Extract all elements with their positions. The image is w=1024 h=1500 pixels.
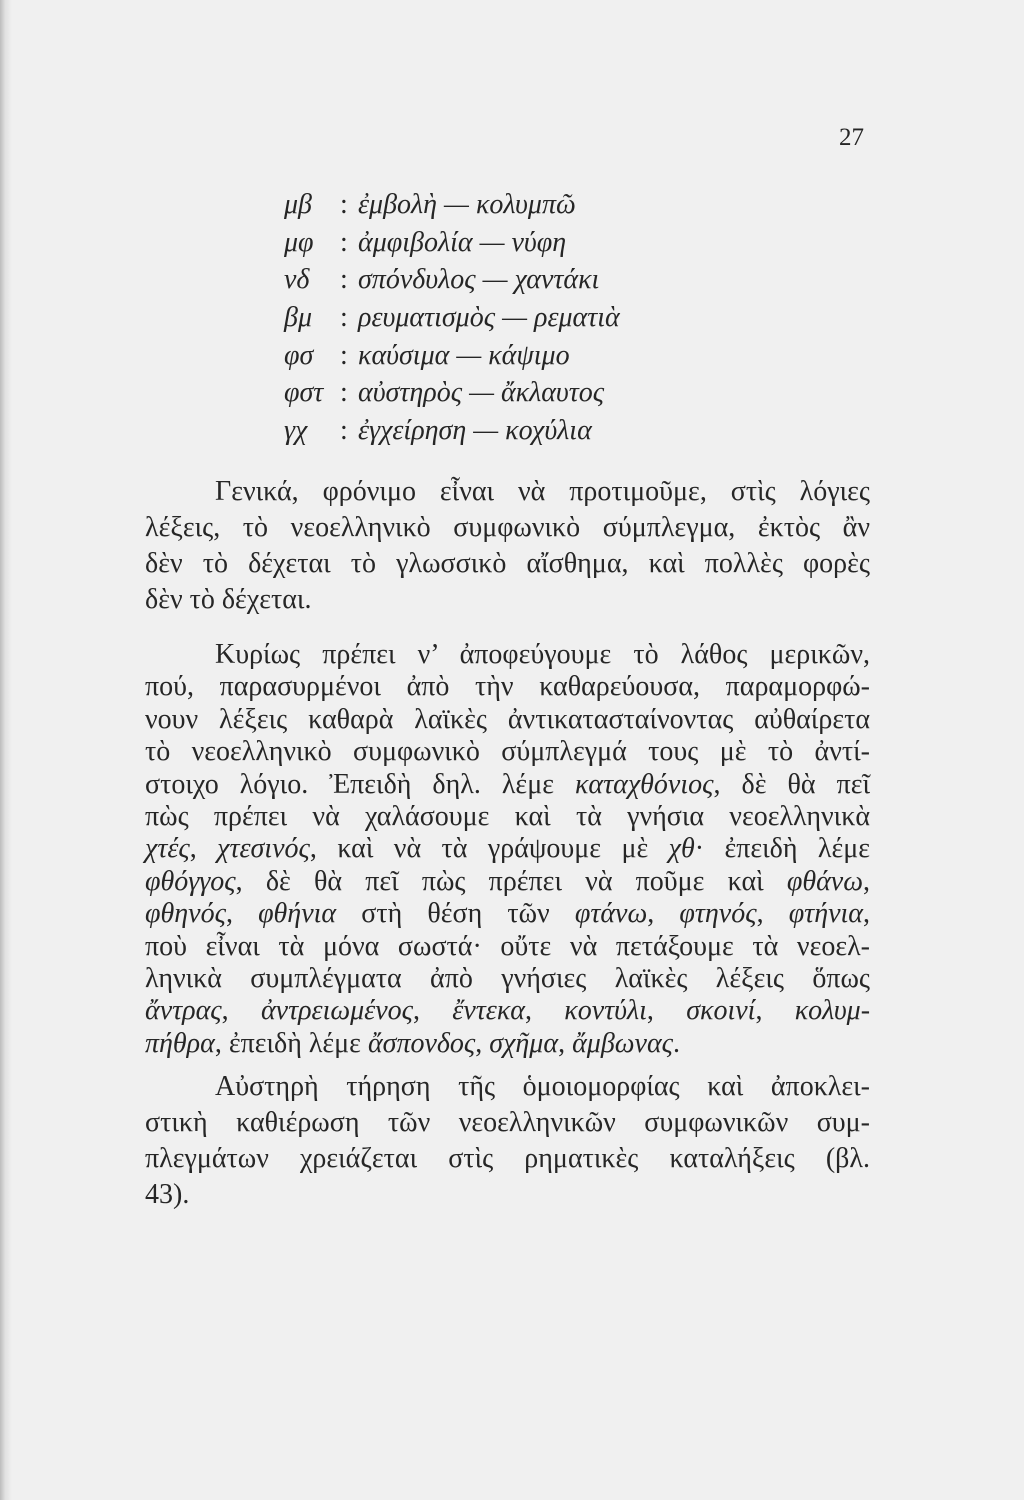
list-item-cluster: μφ bbox=[284, 226, 314, 258]
text-run: , bbox=[646, 995, 687, 1027]
list-item-cluster: φσ bbox=[284, 339, 314, 371]
list-item-separator: : bbox=[340, 264, 348, 296]
emphasized-word: καταχθόνιος bbox=[574, 768, 714, 800]
list-item-separator: : bbox=[340, 377, 348, 409]
list-item-cluster: νδ bbox=[284, 264, 310, 296]
text-line bbox=[145, 704, 870, 736]
text-line bbox=[145, 639, 870, 671]
text-run: , bbox=[413, 995, 453, 1027]
emphasized-word: φτήνια bbox=[788, 898, 863, 930]
list-item-examples: καύσιμα — κάψιμο bbox=[358, 339, 570, 371]
text-run: , bbox=[189, 833, 218, 865]
emphasized-word: χθ bbox=[668, 833, 695, 865]
list-item bbox=[284, 337, 620, 375]
emphasized-word: ἄσπονδος bbox=[367, 1027, 476, 1059]
text-line bbox=[145, 474, 870, 510]
text-line bbox=[145, 898, 870, 930]
list-item-examples: αὐστηρὸς — ἄκλαυτος bbox=[358, 377, 605, 409]
text-run: , bbox=[756, 898, 789, 930]
emphasized-word: σχῆμα bbox=[489, 1027, 559, 1059]
text-line bbox=[145, 769, 870, 801]
text-run: , bbox=[221, 995, 261, 1027]
text-run: Αὐστηρὴ τήρηση τῆς ὁμοιομορφίας καὶ ἀποκλει- bbox=[215, 1071, 870, 1102]
list-item bbox=[284, 412, 620, 450]
text-run: στοιχο λόγιο. Ἐπειδὴ δηλ. λέμε bbox=[145, 768, 575, 800]
text-run: στὴ θέση τῶν bbox=[336, 898, 575, 930]
list-item-separator: : bbox=[340, 189, 348, 220]
text-run: , bbox=[558, 1027, 573, 1059]
text-run: ποὺ εἶναι τὰ μόνα σωστά· οὔτε νὰ πετάξουμε τὰ νεοελ- bbox=[145, 930, 870, 962]
list-item bbox=[284, 374, 620, 412]
emphasized-word: φτάνω bbox=[574, 898, 648, 930]
text-line bbox=[145, 801, 870, 833]
page-number: 27 bbox=[839, 124, 864, 151]
text-run: νουν λέξεις καθαρὰ λαϊκὲς ἀντικατασταίνοντας αὐθαίρετα bbox=[145, 703, 870, 735]
list-item-cluster: φστ bbox=[284, 377, 324, 409]
text-run: , bbox=[225, 898, 259, 930]
text-run: , bbox=[755, 995, 795, 1027]
text-run: , bbox=[524, 995, 565, 1027]
text-run: λέξεις, τὸ νεοελληνικὸ συμφωνικὸ σύμπλεγμα, ἐκτὸς ἂν bbox=[145, 512, 870, 543]
emphasized-word: ἀντρειωμένος bbox=[260, 995, 413, 1027]
text-line bbox=[145, 582, 870, 618]
text-line bbox=[145, 1028, 870, 1060]
text-run: · ἐπειδὴ λέμε bbox=[694, 833, 871, 865]
text-line bbox=[145, 1141, 870, 1177]
emphasized-word: ἄμβωνας bbox=[572, 1027, 674, 1059]
text-run: 43). bbox=[145, 1179, 190, 1210]
emphasized-word: χτεσινός bbox=[217, 833, 310, 865]
paragraph-3 bbox=[145, 1069, 870, 1213]
emphasized-word: ἄντρας bbox=[145, 995, 222, 1027]
list-item-examples: ἐμβολὴ — κολυμπῶ bbox=[358, 189, 576, 220]
emphasized-word: φθήνια bbox=[258, 898, 337, 930]
text-run: , ἐπειδὴ λέμε bbox=[214, 1027, 368, 1059]
text-run: , bbox=[647, 898, 680, 930]
text-run: πὼς πρέπει νὰ χαλάσουμε καὶ τὰ γνήσια νεοελληνικὰ bbox=[145, 801, 870, 833]
text-line bbox=[145, 866, 870, 898]
text-run: πλεγμάτων χρειάζεται στὶς ρηματικὲς καταλήξεις (βλ. bbox=[145, 1143, 870, 1174]
list-item-cluster: βμ bbox=[284, 302, 312, 334]
list-item-separator: : bbox=[340, 415, 348, 447]
text-run: , δὲ θὰ πεῖ bbox=[713, 768, 870, 800]
page-edge-shadow bbox=[0, 0, 12, 1500]
text-line bbox=[145, 736, 870, 768]
text-run: πού, παρασυρμένοι ἀπὸ τὴν καθαρεύουσα, παραμορφώ- bbox=[145, 671, 870, 703]
list-item-cluster: γχ bbox=[284, 415, 308, 447]
text-line bbox=[145, 963, 870, 995]
text-run: . bbox=[673, 1027, 681, 1059]
text-run: στικὴ καθιέρωση τῶν νεοελληνικῶν συμφωνικῶν συμ- bbox=[145, 1107, 870, 1138]
text-line bbox=[145, 931, 870, 963]
list-item-examples: ἀμφιβολία — νύφη bbox=[358, 226, 567, 258]
list-item-cluster: μβ bbox=[284, 189, 312, 220]
text-line bbox=[145, 1177, 870, 1213]
text-line bbox=[145, 1105, 870, 1141]
list-item bbox=[284, 186, 620, 224]
paragraph-1 bbox=[145, 474, 870, 618]
consonant-cluster-list bbox=[284, 186, 620, 450]
emphasized-word: κοντύλι bbox=[564, 995, 647, 1027]
text-line bbox=[145, 995, 870, 1027]
list-item-examples: ρευματισμὸς — ρεματιὰ bbox=[358, 302, 620, 334]
emphasized-word: ἔντεκα bbox=[452, 995, 525, 1027]
emphasized-word: φθόγγος bbox=[145, 865, 236, 897]
list-item-examples: ἐγχείρηση — κοχύλια bbox=[358, 415, 592, 447]
paragraph-2 bbox=[145, 639, 870, 1060]
text-run: , δὲ θὰ πεῖ πὼς πρέπει νὰ ποῦμε καὶ bbox=[235, 865, 787, 897]
emphasized-word: πήθρα bbox=[145, 1027, 215, 1059]
text-line bbox=[145, 510, 870, 546]
text-run: , καὶ νὰ τὰ γράψουμε μὲ bbox=[309, 833, 669, 865]
text-line bbox=[145, 671, 870, 703]
text-run: ληνικὰ συμπλέγματα ἀπὸ γνήσιες λαϊκὲς λέξεις ὅπως bbox=[145, 963, 870, 995]
text-run: τὸ νεοελληνικὸ συμφωνικὸ σύμπλεγμά τους μὲ τὸ ἀντί- bbox=[145, 736, 870, 768]
text-run: , bbox=[863, 865, 870, 897]
text-line bbox=[145, 546, 870, 582]
emphasized-word: σκοινί bbox=[686, 995, 756, 1027]
emphasized-word: φθάνω bbox=[786, 865, 863, 897]
text-line bbox=[145, 1069, 870, 1105]
list-item bbox=[284, 261, 620, 299]
list-item-separator: : bbox=[340, 302, 348, 334]
emphasized-word: φτηνός bbox=[679, 898, 757, 930]
emphasized-word: φθηνός bbox=[145, 898, 226, 930]
list-item-separator: : bbox=[340, 339, 348, 371]
list-item bbox=[284, 224, 620, 262]
emphasized-word: χτές bbox=[145, 833, 190, 865]
list-item-separator: : bbox=[340, 226, 348, 258]
text-run: δὲν τὸ δέχεται τὸ γλωσσικὸ αἴσθημα, καὶ πολλὲς φορὲς bbox=[145, 548, 870, 579]
list-item bbox=[284, 299, 620, 337]
list-item-examples: σπόνδυλος — χαντάκι bbox=[358, 264, 600, 296]
emphasized-word: κολυμ- bbox=[794, 995, 871, 1027]
text-run: Γενικά, φρόνιμο εἶναι νὰ προτιμοῦμε, στὶς λόγιες bbox=[215, 476, 870, 507]
text-run: Κυρίως πρέπει ν’ ἀποφεύγουμε τὸ λάθος μερικῶν, bbox=[215, 639, 870, 670]
text-run: δὲν τὸ δέχεται. bbox=[145, 584, 312, 615]
text-run: , bbox=[475, 1027, 490, 1059]
text-line bbox=[145, 833, 870, 865]
text-run: , bbox=[863, 898, 870, 930]
